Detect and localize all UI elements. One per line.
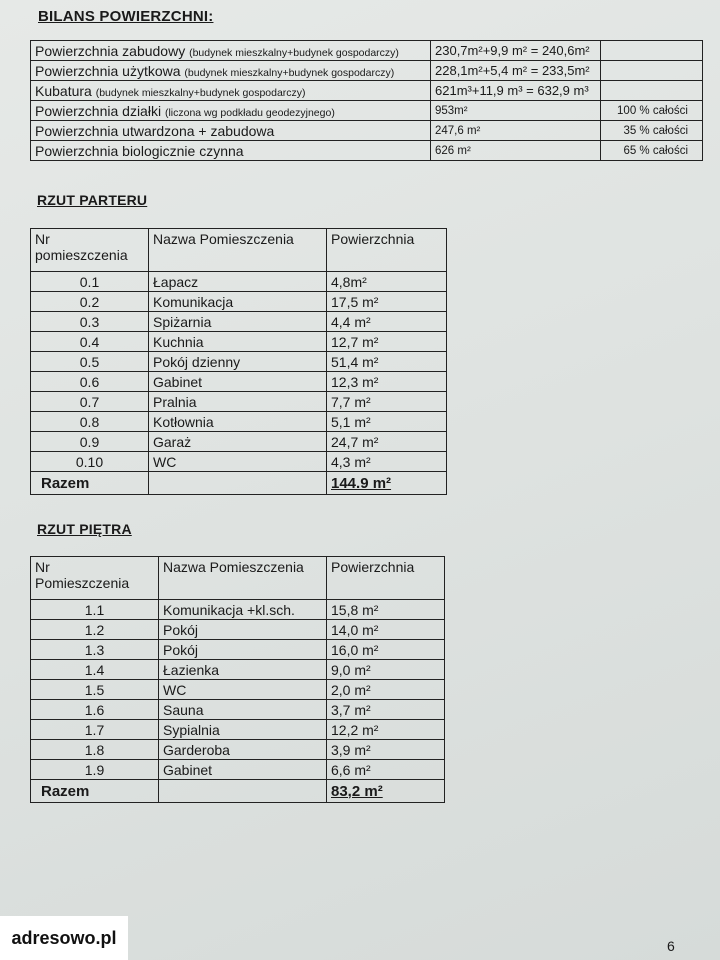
total-label: Razem bbox=[31, 472, 149, 495]
bilans-row bbox=[31, 61, 703, 81]
bilans-label: Powierzchnia użytkowa bbox=[35, 62, 181, 79]
bilans-percent: 100 % całości bbox=[601, 101, 703, 121]
room-name: Kuchnia bbox=[149, 332, 327, 352]
room-name: Gabinet bbox=[159, 760, 327, 780]
room-area: 3,9 m² bbox=[327, 740, 445, 760]
room-number: 0.7 bbox=[31, 392, 149, 412]
room-area: 2,0 m² bbox=[327, 680, 445, 700]
room-area: 24,7 m² bbox=[327, 432, 447, 452]
table-row bbox=[31, 600, 445, 620]
room-name: Garderoba bbox=[159, 740, 327, 760]
bilans-label-cell bbox=[31, 121, 431, 141]
table-row bbox=[31, 452, 447, 472]
table-row bbox=[31, 352, 447, 372]
room-area: 6,6 m² bbox=[327, 760, 445, 780]
room-number: 1.1 bbox=[31, 600, 159, 620]
room-name: Kotłownia bbox=[149, 412, 327, 432]
room-number: 1.2 bbox=[31, 620, 159, 640]
header-name: Nazwa Pomieszczenia bbox=[159, 557, 327, 600]
parter-title: RZUT PARTERU bbox=[37, 192, 148, 208]
table-row bbox=[31, 332, 447, 352]
page-number: 6 bbox=[667, 938, 675, 954]
pietro-title: RZUT PIĘTRA bbox=[37, 521, 132, 537]
header-nr-line2: pomieszczenia bbox=[35, 247, 128, 263]
bilans-note: (budynek mieszkalny+budynek gospodarczy) bbox=[184, 66, 395, 79]
table-row bbox=[31, 760, 445, 780]
table-row bbox=[31, 312, 447, 332]
bilans-label-cell bbox=[31, 81, 431, 101]
header-area: Powierzchnia bbox=[327, 229, 447, 272]
bilans-value: 621m³+11,9 m³ = 632,9 m³ bbox=[431, 81, 601, 101]
room-area: 7,7 m² bbox=[327, 392, 447, 412]
header-area: Powierzchnia bbox=[327, 557, 445, 600]
bilans-percent bbox=[601, 81, 703, 101]
bilans-title: BILANS POWIERZCHNI: bbox=[38, 8, 214, 25]
bilans-value: 953m² bbox=[431, 101, 601, 121]
total-label: Razem bbox=[31, 780, 159, 803]
header-nr bbox=[31, 557, 159, 600]
header-nr-line1: Nr bbox=[35, 231, 50, 247]
room-number: 1.7 bbox=[31, 720, 159, 740]
bilans-value: 228,1m²+5,4 m² = 233,5m² bbox=[431, 61, 601, 81]
table-row bbox=[31, 720, 445, 740]
room-area: 12,2 m² bbox=[327, 720, 445, 740]
table-row bbox=[31, 740, 445, 760]
room-name: Łazienka bbox=[159, 660, 327, 680]
bilans-label-cell bbox=[31, 41, 431, 61]
bilans-label: Powierzchnia biologicznie czynna bbox=[35, 142, 244, 159]
bilans-row bbox=[31, 101, 703, 121]
bilans-note: (budynek mieszkalny+budynek gospodarczy) bbox=[95, 86, 306, 99]
room-name: Pralnia bbox=[149, 392, 327, 412]
room-area: 4,3 m² bbox=[327, 452, 447, 472]
bilans-value: 626 m² bbox=[431, 141, 601, 161]
header-nr-line1: Nr bbox=[35, 559, 50, 575]
table-row bbox=[31, 272, 447, 292]
room-number: 0.3 bbox=[31, 312, 149, 332]
room-area: 15,8 m² bbox=[327, 600, 445, 620]
room-number: 0.1 bbox=[31, 272, 149, 292]
room-name: Łapacz bbox=[149, 272, 327, 292]
room-area: 4,4 m² bbox=[327, 312, 447, 332]
parter-table bbox=[30, 228, 447, 495]
header-nr bbox=[31, 229, 149, 272]
room-name: Sypialnia bbox=[159, 720, 327, 740]
room-name: WC bbox=[159, 680, 327, 700]
table-row bbox=[31, 680, 445, 700]
room-area: 5,1 m² bbox=[327, 412, 447, 432]
bilans-value: 247,6 m² bbox=[431, 121, 601, 141]
bilans-row bbox=[31, 81, 703, 101]
room-name: Pokój dzienny bbox=[149, 352, 327, 372]
room-name: Sauna bbox=[159, 700, 327, 720]
room-name: Komunikacja bbox=[149, 292, 327, 312]
table-row bbox=[31, 700, 445, 720]
room-number: 0.8 bbox=[31, 412, 149, 432]
room-name: WC bbox=[149, 452, 327, 472]
total-value: 83,2 m² bbox=[327, 780, 445, 803]
room-number: 1.8 bbox=[31, 740, 159, 760]
room-number: 1.6 bbox=[31, 700, 159, 720]
bilans-label-cell bbox=[31, 141, 431, 161]
table-header-row bbox=[31, 557, 445, 600]
table-row bbox=[31, 392, 447, 412]
table-row bbox=[31, 660, 445, 680]
table-row bbox=[31, 620, 445, 640]
total-value: 144.9 m² bbox=[327, 472, 447, 495]
room-number: 0.9 bbox=[31, 432, 149, 452]
room-number: 0.4 bbox=[31, 332, 149, 352]
bilans-label: Powierzchnia zabudowy bbox=[35, 42, 186, 59]
bilans-row bbox=[31, 41, 703, 61]
room-name: Komunikacja +kl.sch. bbox=[159, 600, 327, 620]
room-area: 12,7 m² bbox=[327, 332, 447, 352]
room-name: Pokój bbox=[159, 620, 327, 640]
bilans-label: Kubatura bbox=[35, 82, 92, 99]
room-area: 51,4 m² bbox=[327, 352, 447, 372]
room-name: Pokój bbox=[159, 640, 327, 660]
adresowo-logo[interactable]: adresowo.pl bbox=[0, 916, 128, 960]
room-area: 9,0 m² bbox=[327, 660, 445, 680]
bilans-table bbox=[30, 40, 703, 161]
table-row bbox=[31, 412, 447, 432]
bilans-label-cell bbox=[31, 61, 431, 81]
room-area: 16,0 m² bbox=[327, 640, 445, 660]
bilans-label: Powierzchnia działki bbox=[35, 102, 162, 119]
bilans-label: Powierzchnia utwardzona + zabudowa bbox=[35, 122, 275, 139]
table-row bbox=[31, 292, 447, 312]
bilans-percent bbox=[601, 41, 703, 61]
total-row bbox=[31, 780, 445, 803]
bilans-row bbox=[31, 121, 703, 141]
table-row bbox=[31, 432, 447, 452]
table-row bbox=[31, 372, 447, 392]
room-name: Gabinet bbox=[149, 372, 327, 392]
bilans-note: (liczona wg podkładu geodezyjnego) bbox=[164, 106, 335, 119]
total-row bbox=[31, 472, 447, 495]
bilans-note: (budynek mieszkalny+budynek gospodarczy) bbox=[189, 46, 399, 59]
room-number: 1.3 bbox=[31, 640, 159, 660]
room-area: 12,3 m² bbox=[327, 372, 447, 392]
pietro-table bbox=[30, 556, 445, 803]
room-number: 0.2 bbox=[31, 292, 149, 312]
header-nr-line2: Pomieszczenia bbox=[35, 575, 130, 591]
room-number: 1.4 bbox=[31, 660, 159, 680]
total-empty-cell bbox=[159, 780, 327, 803]
room-area: 14,0 m² bbox=[327, 620, 445, 640]
room-number: 1.5 bbox=[31, 680, 159, 700]
table-header-row bbox=[31, 229, 447, 272]
header-name: Nazwa Pomieszczenia bbox=[149, 229, 327, 272]
room-area: 3,7 m² bbox=[327, 700, 445, 720]
bilans-percent: 35 % całości bbox=[601, 121, 703, 141]
bilans-value: 230,7m²+9,9 m² = 240,6m² bbox=[431, 41, 601, 61]
room-number: 0.6 bbox=[31, 372, 149, 392]
room-number: 1.9 bbox=[31, 760, 159, 780]
bilans-percent bbox=[601, 61, 703, 81]
room-area: 4,8m² bbox=[327, 272, 447, 292]
bilans-percent: 65 % całości bbox=[601, 141, 703, 161]
room-name: Spiżarnia bbox=[149, 312, 327, 332]
bilans-label-cell bbox=[31, 101, 431, 121]
table-row bbox=[31, 640, 445, 660]
room-area: 17,5 m² bbox=[327, 292, 447, 312]
room-name: Garaż bbox=[149, 432, 327, 452]
room-number: 0.5 bbox=[31, 352, 149, 372]
room-number: 0.10 bbox=[31, 452, 149, 472]
total-empty-cell bbox=[149, 472, 327, 495]
bilans-row bbox=[31, 141, 703, 161]
